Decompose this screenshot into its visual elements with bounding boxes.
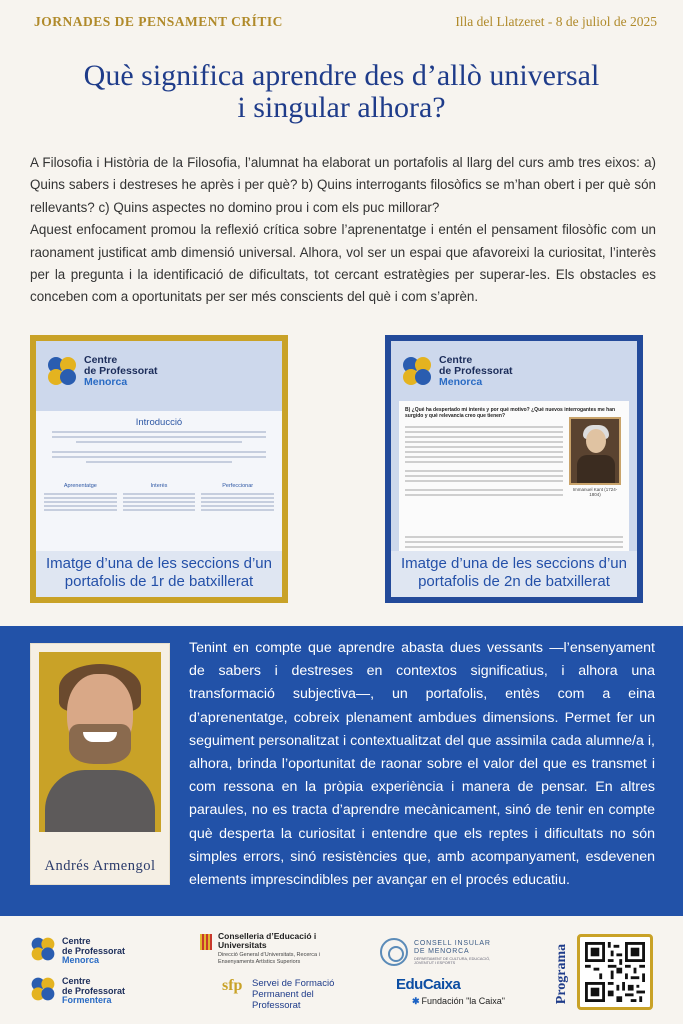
fundacio-text: Fundación "la Caixa" [421, 996, 505, 1006]
author-name: Andrés Armengol [44, 858, 156, 874]
logo-text-sub: Menorca [439, 376, 483, 388]
conselleria-subtitle: Direcció General d’Universitats, Recerca i Ensenyaments Artístics Superiors [218, 952, 320, 965]
doc-column-title: Interès [150, 483, 168, 489]
title-line-2: i singular alhora? [237, 91, 446, 124]
programa-label [553, 934, 571, 1016]
portfolio-document [399, 401, 629, 551]
conselleria-title: Conselleria d’Educació i Universitats [218, 931, 317, 950]
intro-text [30, 152, 656, 309]
footer-logos [0, 926, 683, 1024]
doc-column [44, 483, 117, 513]
logo-text-sub: Formentera [62, 995, 112, 1005]
cep-logo-icon [46, 355, 78, 387]
doc-heading: Introducció [135, 417, 183, 428]
portrait-caption: Immanuel Kant (1724-1804) [572, 487, 618, 497]
logo-text-line1: Centre [62, 976, 91, 986]
doc-column-title: Aprenentatge [63, 483, 97, 489]
doc-column [123, 483, 196, 513]
cep-logo-icon [30, 936, 56, 962]
doc-question: B) ¿Qué ha despertado mi interés y por qué motivo? ¿Qué nuevos interrogantes me han surgido y qué relevancia creo que tienen? [405, 407, 616, 419]
kant-portrait [569, 417, 621, 485]
balearic-flag-icon [200, 934, 212, 950]
consell-title: CONSELL INSULAR DE MENORCA [414, 940, 491, 955]
caption-line-1: Imatge d’una de les seccions d’un [401, 555, 627, 572]
logo-text-sub: Menorca [84, 376, 128, 388]
qr-code-icon [585, 942, 645, 1002]
logo-text-line2: de Professorat [84, 365, 158, 377]
la-caixa-star-icon: ✱ [412, 996, 420, 1006]
fundacio-la-caixa-logo [412, 996, 505, 1007]
author-card [30, 643, 170, 885]
cep-menorca-logo [46, 353, 206, 391]
caption-line-2: portafolis de 1r de batxillerat [64, 573, 254, 590]
qr-code[interactable] [577, 934, 653, 1010]
cep-logo-icon [30, 976, 56, 1002]
cep-logo-icon [401, 355, 433, 387]
portfolio-document [36, 411, 282, 551]
event-place-date: Illa del Llatzeret - 8 de juliol de 2025 [455, 14, 657, 29]
sfp-icon: sfp [222, 977, 243, 994]
consell-emblem-icon [380, 938, 408, 966]
caption-line-1: Imatge d’una de les seccions d’un [46, 555, 272, 572]
page-title [0, 60, 683, 124]
logo-text-line2: de Professorat [62, 985, 126, 996]
intro-paragraph-2: Aquest enfocament promou la reflexió crítica sobre l’aprenentatge i entén el pensament filosòfic com un raonament justificat amb dimensió universal. Alhora, vol ser un espai que afavoreixi la curiositat, l’interès per la pregunta i la identificació de dificultats, tot cercant estratègies per superar-les. Els obstacles es conceben com a oportunitats per ser més conscients del què i com s’aprèn. [30, 222, 656, 305]
card-caption [391, 555, 637, 591]
portfolio-screenshot-1r [36, 341, 282, 551]
cep-menorca-footer-logo [30, 936, 180, 966]
logo-text-line2: de Professorat [439, 365, 513, 377]
band-paragraph: Tenint en compte que aprendre abasta dues vessants —l’ensenyament de sabers i destreses en contextos significatius, i alhora una transformació subjectiva—, un portafolis, entès com a eina d’aprenentatge, cobreix plenament ambdues dimensions. Permet fer un seguiment personalitzat i contextualitzat del que assimila cada alumne/a i, alhora, brinda l’oportunitat de raonar sobre el valor del que es transmet i com ressona en la pròpia experiència i manera de pensar. En altres paraules, no es tracta d’aprendre mecànicament, sinó de tenir en compte què desperta la curiositat i entendre que els reptes i dificultats no són simples errors, sinó resistències que, amb acompanyament, esdevenen elements imprescindibles per avançar en el procés educatiu. [189, 640, 655, 889]
portfolio-screenshot-2n [391, 341, 637, 551]
consell-subtitle: DEPARTAMENT DE CULTURA, EDUCACIÓ, JOVENTUT I ESPORTS [414, 957, 491, 965]
programa-text: Programa [554, 943, 569, 1005]
event-title: JORNADES DE PENSAMENT CRÍTIC [34, 14, 283, 29]
cep-menorca-logo [401, 353, 561, 391]
card-caption [36, 555, 282, 591]
portfolio-card-1r [30, 335, 288, 603]
educaixa-logo: EduCaixa [396, 976, 461, 993]
sfp-text: Servei de Formació Permanent del Professorat [252, 978, 335, 1011]
logo-text-line1: Centre [439, 354, 473, 366]
doc-column [201, 483, 274, 513]
caption-line-2: portafolis de 2n de batxillerat [418, 573, 610, 590]
logo-text-line1: Centre [84, 354, 118, 366]
header-bar [34, 14, 657, 34]
logo-text-line1: Centre [62, 936, 91, 946]
logo-text-sub: Menorca [62, 955, 100, 965]
logo-text-line2: de Professorat [62, 945, 126, 956]
portfolio-card-2n [385, 335, 643, 603]
doc-column-title: Perfeccionar [222, 483, 254, 489]
cep-formentera-footer-logo [30, 976, 180, 1006]
band-text [189, 637, 655, 892]
title-line-1: Què significa aprendre des d’allò universal [83, 59, 600, 92]
intro-paragraph-1: A Filosofia i Història de la Filosofia, l’alumnat ha elaborat un portafolis al llarg del curs amb tres eixos: a) Quins sabers i destreses he après i per què? b) Quins interrogants filosòfics se m’han obert i per què són rellevants? c) Quins aspectes no domino prou i com els puc millorar? [30, 155, 656, 215]
author-photo [39, 652, 161, 832]
